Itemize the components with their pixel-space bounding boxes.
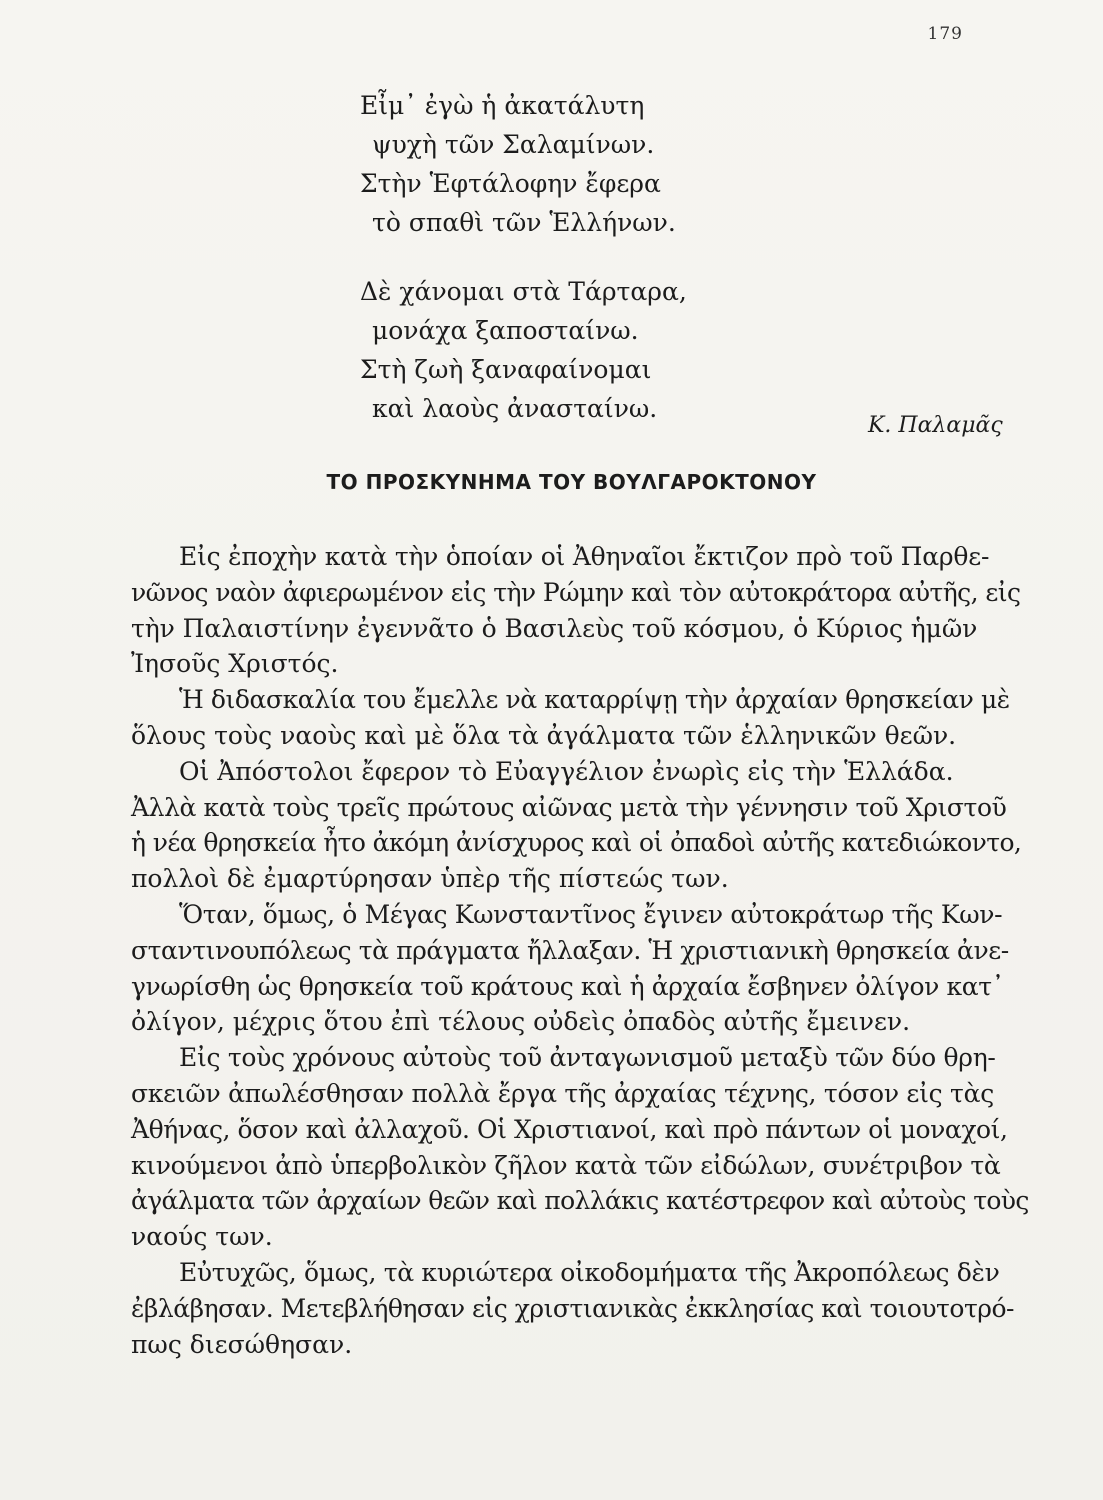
- text-line: σκειῶν ἀπωλέσθησαν πολλὰ ἔργα τῆς ἀρχαίας τέχνης, τόσον εἰς τὰς: [131, 1078, 994, 1108]
- text-line: Ἀθήνας, ὅσον καὶ ἀλλαχοῦ. Οἱ Χριστιανοί, καὶ πρὸ πάντων οἱ μοναχοί,: [131, 1114, 1008, 1144]
- text-line: πως διεσώθησαν.: [131, 1329, 353, 1359]
- text-line: ἐβλάβησαν. Μετεβλήθησαν εἰς χριστιανικὰς ἐκκλησίας καὶ τοιουτοτρό-: [131, 1293, 1015, 1323]
- poem-line: ψυχὴ τῶν Σαλαμίνων.: [372, 130, 655, 159]
- poem-line: Στὴν Ἑφτάλοφην ἔφερα: [360, 169, 661, 198]
- text-line: πολλοὶ δὲ ἐμαρτύρησαν ὑπὲρ τῆς πίστεώς των.: [131, 864, 729, 894]
- text-line: Ἰησοῦς Χριστός.: [131, 649, 339, 679]
- text-line: κινούμενοι ἀπὸ ὑπερβολικὸν ζῆλον κατὰ τῶν εἰδώλων, συνέτριβον τὰ: [131, 1150, 1001, 1180]
- poem-stanza: [0, 272, 1103, 428]
- poem-line: Δὲ χάνομαι στὰ Τάρταρα,: [360, 277, 687, 306]
- section-body: [131, 539, 1029, 1362]
- poem: [0, 86, 1103, 428]
- text-line: ὅλους τοὺς ναοὺς καὶ μὲ ὅλα τὰ ἀγάλματα τῶν ἑλληνικῶν θεῶν.: [131, 720, 957, 750]
- poem-author: Κ. Παλαμᾶς: [868, 413, 1003, 438]
- poem-line: Στὴ ζωὴ ξαναφαίνομαι: [360, 355, 652, 384]
- text-line: σταντινουπόλεως τὰ πράγματα ἤλλαξαν. Ἡ χριστιανικὴ θρησκεία ἀνε-: [131, 935, 1009, 965]
- text-line: Ἀλλὰ κατὰ τοὺς τρεῖς πρώτους αἰῶνας μετὰ τὴν γέννησιν τοῦ Χριστοῦ: [131, 792, 1007, 822]
- text-line: ὀλίγον, μέχρις ὅτου ἐπὶ τέλους οὐδεὶς ὀπαδὸς αὐτῆς ἔμεινεν.: [131, 1007, 911, 1037]
- text-line: Εἰς ἐποχὴν κατὰ τὴν ὁποίαν οἱ Ἀθηναῖοι ἔκτιζον πρὸ τοῦ Παρθε-: [179, 542, 990, 571]
- page-number: 179: [927, 24, 963, 44]
- poem-line: καὶ λαοὺς ἀνασταίνω.: [372, 394, 658, 423]
- text-line: τὴν Παλαιστίνην ἐγεννᾶτο ὁ Βασιλεὺς τοῦ κόσμου, ὁ Κύριος ἡμῶν: [131, 613, 978, 643]
- text-line: ναούς των.: [131, 1222, 273, 1252]
- section-title: ΤΟ ΠΡΟΣΚΥΝΗΜΑ ΤΟΥ ΒΟΥΛΓΑΡΟΚΤΟΝΟΥ: [326, 470, 817, 494]
- text-line: Ὅταν, ὅμως, ὁ Μέγας Κωνσταντῖνος ἔγινεν αὐτοκράτωρ τῆς Κων-: [179, 899, 1003, 929]
- text-line: ἡ νέα θρησκεία ἦτο ἀκόμη ἀνίσχυρος καὶ οἱ ὀπαδοὶ αὐτῆς κατεδιώκοντο,: [131, 828, 1022, 858]
- text-line: γνωρίσθη ὡς θρησκεία τοῦ κράτους καὶ ἡ ἀρχαία ἔσβηνεν ὀλίγον κατ᾽: [131, 971, 1004, 1001]
- text-line: Εἰς τοὺς χρόνους αὐτοὺς τοῦ ἀνταγωνισμοῦ μεταξὺ τῶν δύο θρη-: [179, 1043, 996, 1073]
- text-line: ἀγάλματα τῶν ἀρχαίων θεῶν καὶ πολλάκις κατέστρεφον καὶ αὐτοὺς τοὺς: [131, 1186, 1029, 1216]
- poem-stanza: [0, 86, 1103, 242]
- text-line: Ἡ διδασκαλία του ἔμελλε νὰ καταρρίψῃ τὴν ἀρχαίαν θρησκείαν μὲ: [179, 685, 1010, 715]
- text-line: Οἱ Ἀπόστολοι ἔφερον τὸ Εὐαγγέλιον ἐνωρὶς εἰς τὴν Ἑλλάδα.: [179, 756, 954, 786]
- text-line: Εὐτυχῶς, ὅμως, τὰ κυριώτερα οἰκοδομήματα τῆς Ἀκροπόλεως δὲν: [179, 1257, 1000, 1287]
- poem-line: μονάχα ξαποσταίνω.: [372, 316, 639, 345]
- poem-line: Εἶμ᾽ ἐγὼ ἡ ἀκατάλυτη: [360, 91, 645, 120]
- poem-line: τὸ σπαθὶ τῶν Ἑλλήνων.: [372, 208, 676, 237]
- text-line: νῶνος ναὸν ἀφιερωμένον εἰς τὴν Ρώμην καὶ τὸν αὐτοκράτορα αὐτῆς, εἰς: [131, 577, 1021, 607]
